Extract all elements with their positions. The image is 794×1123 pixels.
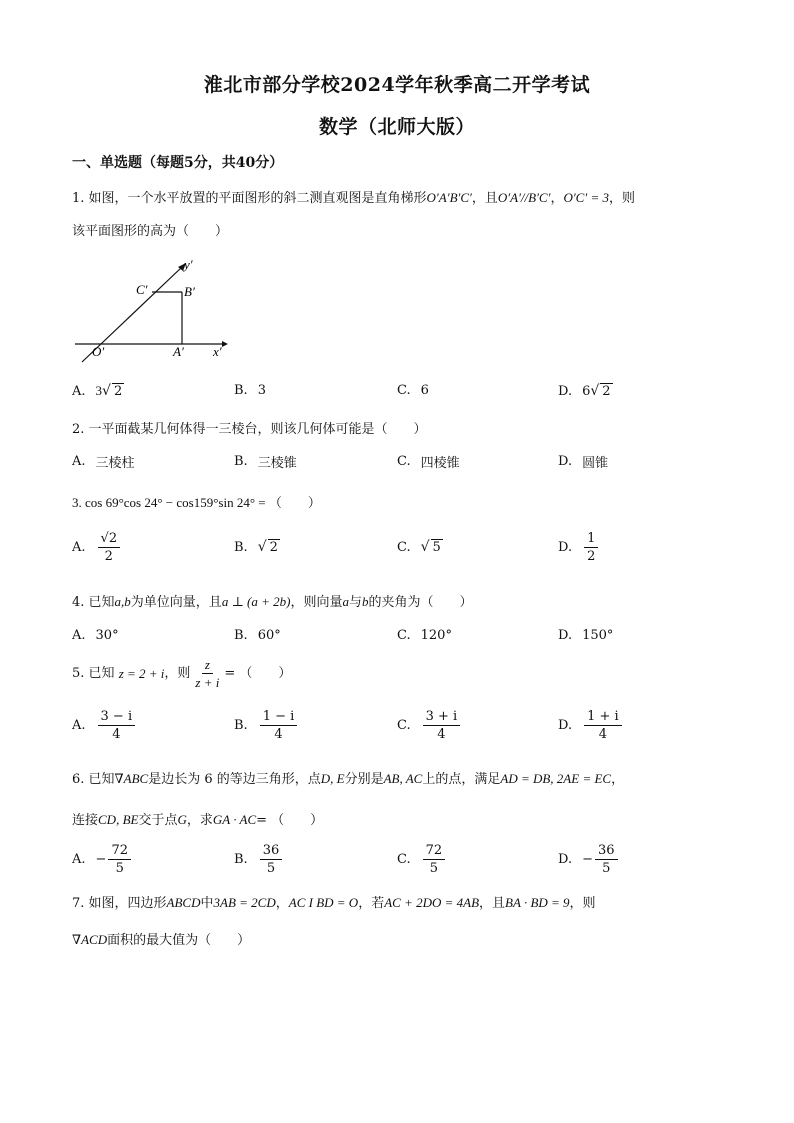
sqrt-sign: √ [102, 383, 111, 399]
q1-text-c: ， [550, 191, 564, 206]
q7-math-quad: ABCD [166, 895, 201, 910]
option-value: 圆锥 [582, 456, 609, 471]
q5-fraction [192, 656, 222, 691]
q7-math-intersect: AC I BD = O [288, 895, 359, 910]
option-label: B. [234, 852, 248, 867]
q1-math-length: O′C′ = 3 [563, 190, 609, 205]
q3-option-d[interactable] [558, 530, 600, 565]
q1-option-d[interactable] [558, 383, 613, 399]
q3-option-b[interactable] [234, 539, 280, 555]
q4-option-d[interactable] [558, 628, 613, 643]
exam-subtitle: 数学（北师大版） [318, 116, 475, 138]
q1-text-b: ，且 [471, 191, 498, 206]
option-label: D. [558, 628, 573, 643]
option-label: B. [234, 383, 248, 398]
q6-math-g: G [177, 812, 187, 827]
question-1-line1 [72, 188, 635, 209]
option-fraction [584, 530, 598, 565]
fraction-numerator: 3 − i [98, 708, 136, 726]
q7-math-triangle: ∇ACD [72, 932, 108, 947]
q1-text-a: 1. 如图，一个水平放置的平面图形的斜二测直观图是直角梯形 [72, 191, 427, 206]
option-label: B. [234, 718, 248, 733]
option-value: 60° [257, 628, 281, 643]
question-5 [72, 656, 291, 691]
option-label: B. [234, 539, 248, 555]
q7-text-f: ，则 [569, 896, 596, 911]
option-value: 3 [257, 383, 266, 398]
option-fraction [98, 708, 136, 743]
q6-text-f: 连接 [72, 813, 99, 828]
label-b: B′ [184, 284, 195, 299]
option-value: 6 [420, 383, 429, 398]
fraction-numerator: 1 + i [584, 708, 622, 726]
option-label: B. [234, 454, 248, 469]
sqrt-sign: √ [590, 383, 600, 399]
fraction-denominator: 4 [112, 727, 121, 742]
q7-math-ratio: 3AB = 2CD [213, 895, 276, 910]
q4-text-b: 为单位向量，且 [130, 595, 222, 610]
q1-math-parallel: O′A′//B′C′ [497, 190, 551, 205]
label-x: x′ [213, 344, 222, 359]
q7-text-g: 面积的最大值为（ ） [107, 933, 251, 948]
fraction-numerator: z [202, 656, 213, 674]
q6-math-triangle: ∇ABC [114, 771, 149, 786]
option-label: D. [558, 540, 573, 555]
option-label: C. [397, 852, 411, 867]
option-label: D. [558, 383, 573, 399]
q6-text-i: = （ ） [256, 813, 324, 828]
option-coef: 3 [95, 383, 103, 398]
option-label: B. [234, 628, 248, 643]
q1-math-trapezoid: O′A′B′C′ [426, 190, 472, 205]
fraction-denominator: 4 [274, 727, 283, 742]
question-6-line2 [72, 810, 323, 831]
fraction-denominator: 4 [437, 727, 446, 742]
label-c: C′ [136, 282, 148, 297]
fraction-numerator: 3 + i [423, 708, 461, 726]
option-value: 三棱柱 [95, 456, 135, 471]
q4-text-a: 4. 已知 [72, 595, 115, 610]
q4-math-perp: a ⊥ (a + 2b) [221, 594, 291, 609]
fraction-denominator: 4 [598, 727, 608, 742]
q7-math-vector-eq: AC + 2DO = 4AB [384, 895, 480, 910]
option-radicand: 2 [602, 384, 611, 399]
fraction-numerator: √2 [98, 530, 121, 548]
q6-text-e: ， [611, 772, 625, 787]
q6-option-b[interactable] [234, 842, 284, 877]
question-4 [72, 592, 473, 613]
question-3 [72, 493, 321, 514]
sqrt-sign: √ [257, 539, 267, 555]
q6-math-dot: GA · AC [212, 812, 257, 827]
q3-option-a[interactable] [72, 530, 122, 565]
q4-math-b: b [362, 594, 369, 609]
option-label: C. [397, 539, 411, 555]
fraction-numerator: 1 − i [260, 708, 298, 726]
question-1-line2: 该平面图形的高为（ ） [72, 224, 229, 239]
q7-text-e: ，且 [479, 896, 506, 911]
q6-text-b: 是边长为 6 的等边三角形，点 [148, 772, 321, 787]
q1-option-c[interactable] [397, 383, 429, 398]
q6-text-c: 分别是 [344, 772, 384, 787]
q6-text-d: 上的点，满足 [422, 772, 501, 787]
q3-option-c[interactable] [397, 539, 443, 555]
q6-option-c[interactable] [397, 842, 447, 877]
option-label: A. [72, 383, 86, 399]
section-heading: 一、单选题（每题5分，共40分） [72, 155, 284, 171]
q5-option-c[interactable] [397, 708, 462, 743]
q6-math-condition: AD = DB, 2AE = EC [500, 771, 612, 786]
fraction-denominator: 5 [266, 861, 276, 876]
sqrt-sign: √ [420, 539, 430, 555]
q4-option-a[interactable] [72, 628, 119, 643]
option-fraction [260, 842, 283, 877]
option-value: 四棱锥 [420, 456, 460, 471]
q7-math-dot: BA · BD = 9 [505, 895, 570, 910]
option-fraction [595, 842, 618, 877]
q6-text-a: 6. 已知 [72, 772, 115, 787]
fraction-numerator: 1 [584, 530, 598, 548]
option-value: 150° [582, 628, 614, 643]
exam-title: 淮北市部分学校2024学年秋季高二开学考试 [203, 74, 591, 96]
option-label: A. [72, 540, 86, 555]
fraction-denominator: 5 [429, 861, 439, 876]
option-sign: − [582, 852, 593, 867]
q6-option-d[interactable] [558, 842, 620, 877]
q5-option-d[interactable] [558, 708, 624, 743]
option-label: C. [397, 628, 411, 643]
option-fraction [108, 842, 131, 877]
q6-option-a[interactable] [72, 842, 133, 877]
question-2: 2. 一平面截某几何体得一三棱台，则该几何体可能是（ ） [72, 422, 427, 437]
q1-option-a[interactable] [72, 383, 124, 399]
option-label: A. [72, 628, 86, 643]
q7-text-b: 中 [200, 896, 214, 911]
q2-option-d[interactable] [558, 452, 608, 471]
fraction-denominator: 2 [104, 549, 113, 564]
fraction-denominator: 2 [587, 549, 596, 564]
q5-option-a[interactable] [72, 708, 137, 743]
option-radicand: 2 [269, 540, 278, 555]
q4-math-vectors: a,b [114, 594, 131, 609]
q5-text-a: 5. 已知 [72, 665, 115, 681]
q5-option-b[interactable] [234, 708, 299, 743]
q2-option-c[interactable] [397, 452, 460, 471]
q7-text-c: ， [275, 896, 289, 911]
q1-option-b[interactable] [234, 383, 266, 398]
q5-text-b: ，则 [164, 665, 191, 681]
option-label: D. [558, 852, 573, 867]
question-7-line2 [72, 930, 250, 951]
q6-text-h: ，求 [186, 813, 213, 828]
fraction-numerator: 72 [108, 842, 131, 860]
fraction-denominator: 5 [115, 861, 124, 876]
q4-text-d: 与 [348, 595, 362, 610]
option-value: 30° [95, 628, 119, 643]
option-label: A. [72, 852, 86, 867]
q7-text-d: ，若 [358, 896, 385, 911]
fraction-denominator: 5 [602, 861, 611, 876]
question-7-line1 [72, 893, 596, 914]
fraction-numerator: 36 [260, 842, 283, 860]
option-fraction [423, 708, 461, 743]
option-label: D. [558, 718, 573, 733]
option-label: D. [558, 454, 573, 469]
q1-figure [70, 255, 240, 370]
q5-math-z: z = 2 + i [118, 665, 165, 681]
q4-math-a: a [342, 594, 349, 609]
label-a: A′ [173, 344, 184, 359]
option-fraction [423, 842, 446, 877]
question-6-line1 [72, 769, 624, 790]
option-fraction [98, 530, 121, 565]
q1-text-d: ，则 [608, 191, 635, 206]
q6-math-lines: CD, BE [98, 812, 139, 827]
option-label: C. [397, 383, 411, 398]
label-y: y′ [184, 257, 193, 272]
q6-math-sides: AB, AC [383, 771, 423, 786]
option-sign: − [95, 852, 107, 867]
fraction-denominator: z + i [195, 675, 220, 690]
option-radicand: 2 [113, 384, 123, 399]
q7-text-a: 7. 如图，四边形 [72, 896, 167, 911]
option-label: A. [72, 454, 86, 469]
fraction-numerator: 36 [595, 842, 618, 860]
q4-text-c: ，则向量 [290, 595, 343, 610]
label-o: O′ [92, 344, 105, 359]
q2-option-b[interactable] [234, 452, 297, 471]
q3-expression: 3. cos 69°cos 24° − cos159°sin 24° = （ ） [72, 495, 321, 510]
option-label: C. [397, 454, 411, 469]
q2-option-a[interactable] [72, 452, 135, 471]
option-radicand: 5 [432, 540, 441, 555]
q6-math-points: D, E [320, 771, 345, 786]
fraction-numerator: 72 [423, 842, 446, 860]
option-fraction [260, 708, 298, 743]
q4-option-b[interactable] [234, 628, 281, 643]
option-value: 三棱锥 [257, 456, 297, 471]
q4-option-c[interactable] [397, 628, 452, 643]
option-coef: 6 [582, 383, 591, 399]
option-label: A. [72, 718, 86, 733]
option-value: 120° [420, 628, 452, 643]
option-fraction [584, 708, 622, 743]
q6-text-g: 交于点 [138, 813, 178, 828]
x-axis-arrow [222, 341, 228, 347]
option-label: C. [397, 718, 411, 733]
q4-text-e: 的夹角为（ ） [368, 595, 473, 610]
q5-text-c: = （ ） [224, 665, 292, 681]
